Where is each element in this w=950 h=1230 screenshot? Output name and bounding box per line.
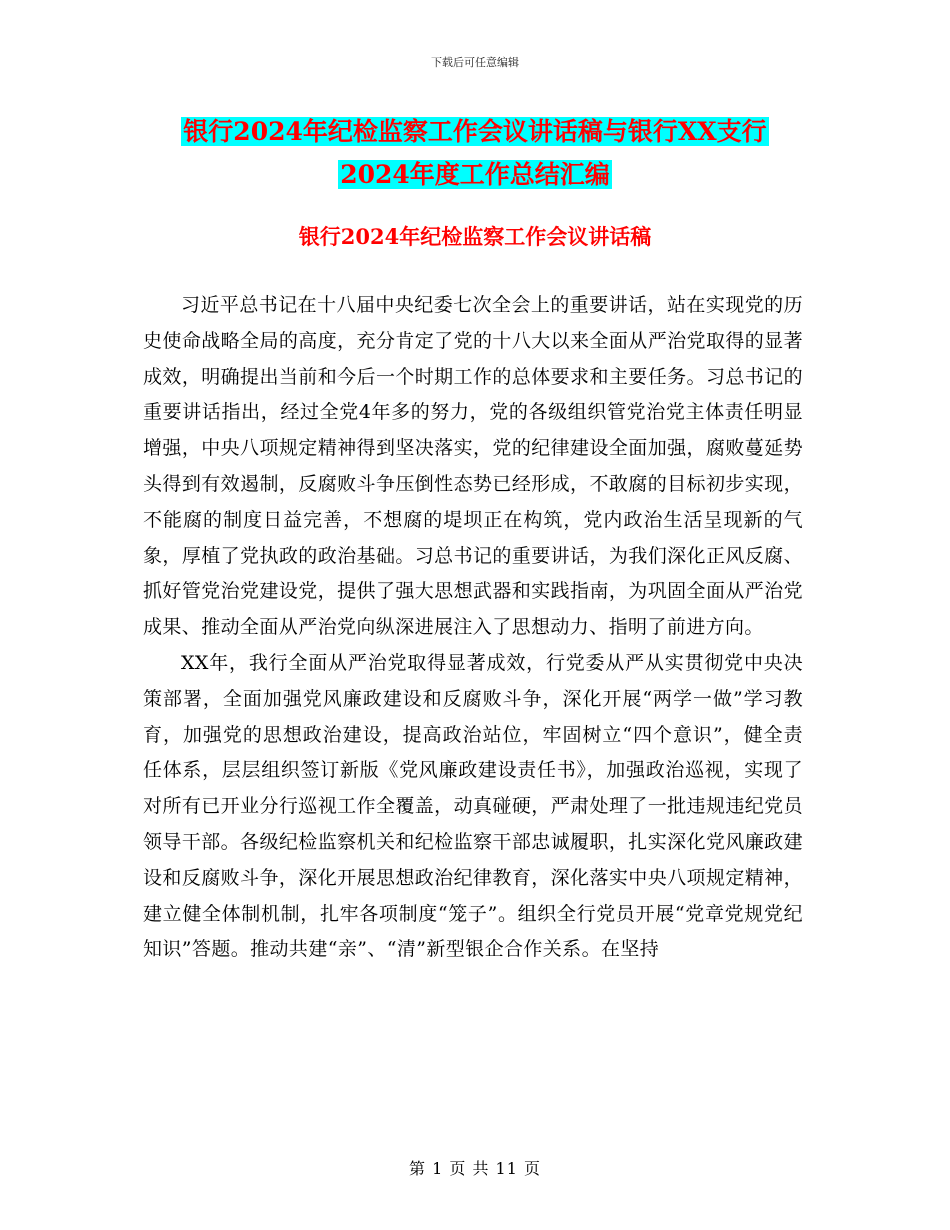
paragraph-2: XX年，我行全面从严治党取得显著成效，行党委从严从实贯彻党中央决策部署，全面加强党风廉政建设和反腐败斗争，深化开展“两学一做”学习教育，加强党的思想政治建设，提高政治站位，牢固树立“四个意识”，健全责任体系，层层组织签订新版《党风廉政建设责任书》，加强政治巡视，实现了对所有已开业分行巡视工作全覆盖，动真碰硬，严肃处理了一批违规违纪党员领导干部。各级纪检监察机关和纪检监察干部忠诚履职，扎实深化党风廉政建设和反腐败斗争，深化开展思想政治纪律教育，深化落实中央八项规定精神，建立健全体制机制，扎牢各项制度“笼子”。组织全行党员开展“党章党规党纪知识”答题。推动共建“亲”、“清”新型银企合作关系。在坚持 — [143, 651, 803, 961]
title-line-1: 银行2024年纪检监察工作会议讲话稿与银行XX支行 — [183, 117, 767, 146]
title-line-2: 2024年度工作总结汇编 — [340, 160, 610, 189]
header-note: 下载后可任意编辑 — [431, 56, 519, 69]
document-title — [120, 110, 830, 196]
section-title: 银行2024年纪检监察工作会议讲话稿 — [298, 224, 652, 249]
page-footer: 第 1 页 共 11 页 — [409, 1159, 541, 1178]
paragraph-1: 习近平总书记在十八届中央纪委七次全会上的重要讲话，站在实现党的历史使命战略全局的高度，充分肯定了党的十八大以来全面从严治党取得的显著成效，明确提出当前和今后一个时期工作的总体要求和主要任务。习总书记的重要讲话指出，经过全党4年多的努力，党的各级组织管党治党主体责任明显增强，中央八项规定精神得到坚决落实，党的纪律建设全面加强，腐败蔓延势头得到有效遏制，反腐败斗争压倒性态势已经形成，不敢腐的目标初步实现，不能腐的制度日益完善，不想腐的堤坝正在构筑，党内政治生活呈现新的气象，厚植了党执政的政治基础。习总书记的重要讲话，为我们深化正风反腐、抓好管党治党建设党，提供了强大思想武器和实践指南，为巩固全面从严治党成果、推动全面从严治党向纵深进展注入了思想动力、指明了前进方向。 — [143, 294, 803, 639]
body-text — [143, 288, 803, 968]
